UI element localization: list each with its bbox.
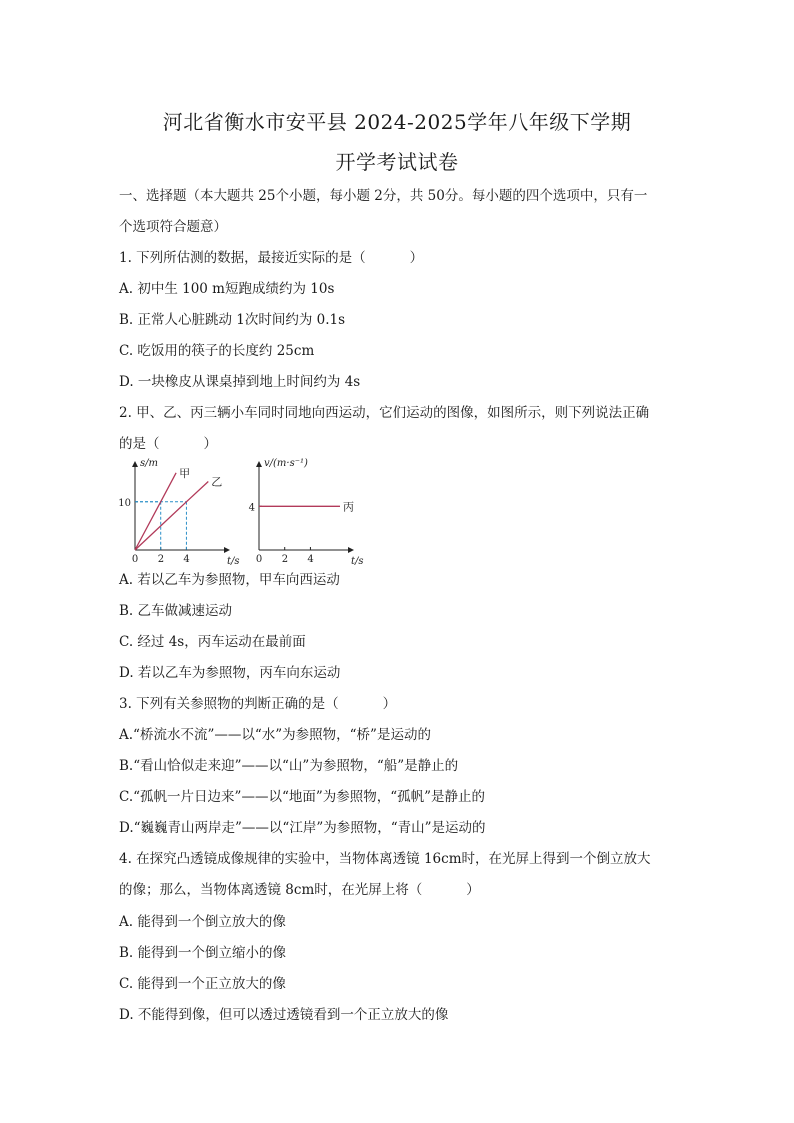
q2-option-d: D. 若以乙车为参照物，丙车向东运动: [119, 665, 341, 681]
q4-option-d: D. 不能得到像，但可以透过透镜看到一个正立放大的像: [119, 1007, 449, 1023]
question-4-stem: 4. 在探究凸透镜成像规律的实验中，当物体离透镜 16cm时，在光屏上得到一个倒立放大: [119, 851, 651, 867]
q2-option-c: C. 经过 4s，丙车运动在最前面: [119, 634, 306, 650]
question-1-stem: 1. 下列所估测的数据，最接近实际的是（ ）: [119, 250, 424, 266]
series-label-1: 丙: [343, 500, 354, 514]
q2-option-b: B. 乙车做减速运动: [119, 603, 233, 619]
section-header: 一、选择题（本大题共 25个小题，每小题 2分，共 50分。每小题的四个选项中，只有一: [119, 188, 648, 204]
exam-title: 河北省衡水市安平县 2024-2025学年八年级下学期: [162, 110, 632, 134]
question-3-stem: 3. 下列有关参照物的判断正确的是（ ）: [119, 696, 397, 712]
q1-option-c: C. 吃饭用的筷子的长度约 25cm: [119, 343, 315, 359]
x-axis-label: t/s: [227, 556, 240, 567]
y-tick-label: 4: [248, 502, 255, 514]
q2-option-a: A. 若以乙车为参照物，甲车向西运动: [119, 572, 340, 588]
q4-option-b: B. 能得到一个倒立缩小的像: [119, 945, 287, 961]
question-2-stem-cont: 的是（ ）: [119, 436, 217, 452]
q3-option-b: B.“看山恰似走来迎”——以“山”为参照物，“船”是静止的: [119, 758, 459, 774]
x-tick-label: 2: [157, 554, 165, 565]
q4-option-c: C. 能得到一个正立放大的像: [119, 976, 286, 992]
x-tick-label: 4: [183, 554, 190, 565]
x-tick-label: 0: [131, 554, 139, 565]
x-tick-label: 0: [255, 554, 263, 565]
y-tick-label: 10: [118, 497, 131, 509]
q3-option-a: A.“桥流水不流”——以“水”为参照物，“桥”是运动的: [119, 727, 431, 743]
x-tick-label: 4: [307, 554, 314, 565]
question-2-stem: 2. 甲、乙、丙三辆小车同时同地向西运动，它们运动的图像，如图所示，则下列说法正确: [119, 405, 650, 421]
x-axis-label: t/s: [351, 556, 364, 567]
question-4-stem-cont: 的像；那么，当物体离透镜 8cm时，在光屏上将（ ）: [119, 882, 480, 898]
exam-subtitle: 开学考试试卷: [335, 150, 459, 174]
series-line-1: [135, 473, 176, 550]
section-header-cont: 个选项符合题意）: [119, 219, 227, 235]
v-t-graph: [246, 458, 370, 570]
s-t-graph: [116, 458, 240, 570]
y-axis-label: v/(m·s⁻¹): [264, 458, 308, 469]
q1-option-a: A. 初中生 100 m短跑成绩约为 10s: [119, 281, 335, 297]
series-line-2: [135, 482, 208, 551]
q3-option-d: D.“巍巍青山两岸走”——以“江岸”为参照物，“青山”是运动的: [119, 820, 486, 836]
series-label-1: 甲: [179, 466, 191, 480]
q1-option-d: D. 一块橡皮从课桌掉到地上时间约为 4s: [119, 374, 361, 390]
x-tick-label: 2: [281, 554, 289, 565]
q4-option-a: A. 能得到一个倒立放大的像: [119, 914, 286, 930]
q3-option-c: C.“孤帆一片日边来”——以“地面”为参照物，“孤帆”是静止的: [119, 789, 486, 805]
q1-option-b: B. 正常人心脏跳动 1次时间约为 0.1s: [119, 312, 346, 328]
series-label-2: 乙: [211, 475, 223, 489]
y-axis-label: s/m: [140, 458, 158, 469]
